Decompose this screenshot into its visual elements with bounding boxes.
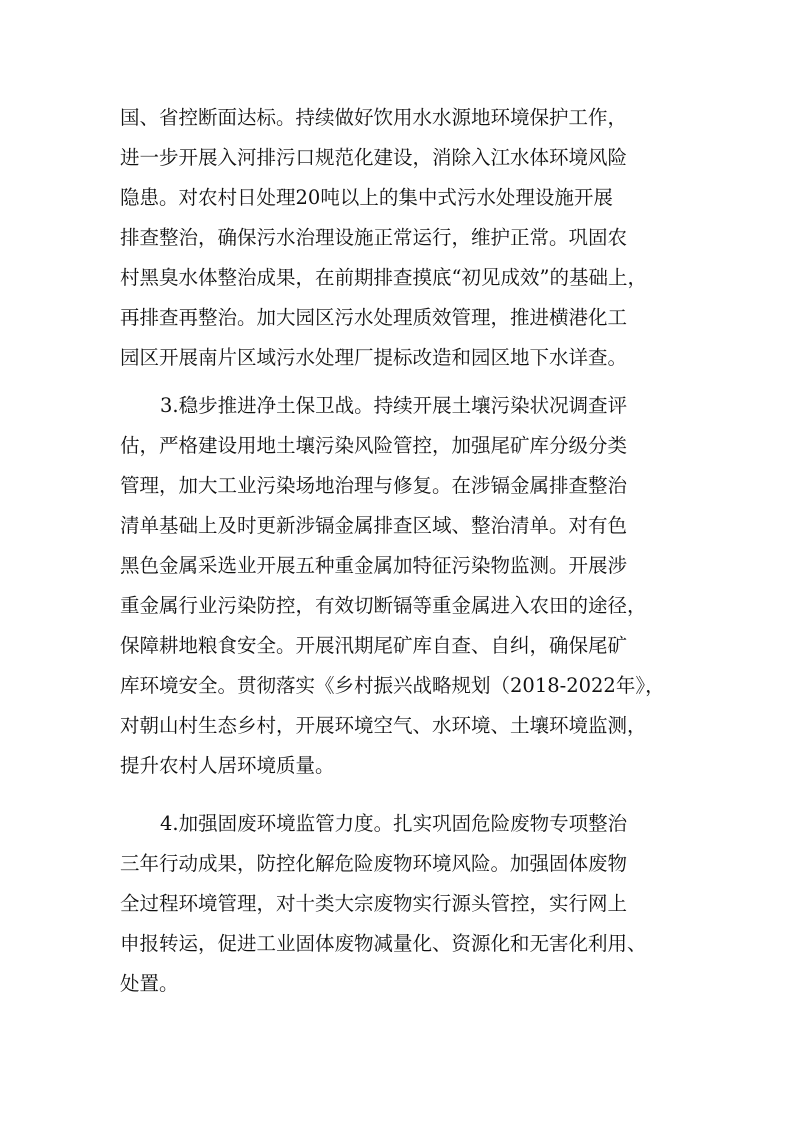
paragraph-line: 进一步开展入河排污口规范化建设，消除入江水体环境风险: [120, 146, 628, 169]
paragraph-line: 全过程环境管理，对十类大宗废物实行源头管控，实行网上: [120, 892, 628, 915]
paragraph-line: 三年行动成果，防控化解危险废物环境风险。加强固体废物: [120, 852, 628, 875]
section-heading-line: 4.加强固废环境监管力度。扎实巩固危险废物专项整治: [160, 812, 628, 835]
paragraph-line: 排查整治，确保污水治理设施正常运行，维护正常。巩固农: [120, 226, 628, 249]
paragraph-line: 园区开展南片区域污水处理厂提标改造和园区地下水详查。: [120, 346, 628, 369]
paragraph-line: 隐患。对农村日处理20吨以上的集中式污水处理设施开展: [120, 186, 613, 209]
paragraph-line: 提升农村人居环境质量。: [120, 754, 335, 777]
paragraph-line: 再排查再整治。加大园区污水处理质效管理，推进横港化工: [120, 306, 628, 329]
paragraph-line: 库环境安全。贯彻落实《乡村振兴战略规划（2018-2022年》，: [120, 674, 665, 697]
paragraph-line: 估，严格建设用地土壤污染风险管控，加强尾矿库分级分类: [120, 434, 628, 457]
paragraph-line: 清单基础上及时更新涉镉金属排查区域、整治清单。对有色: [120, 514, 628, 537]
paragraph-line: 保障耕地粮食安全。开展汛期尾矿库自查、自纠，确保尾矿: [120, 634, 628, 657]
section-heading-line: 3.稳步推进净土保卫战。持续开展土壤污染状况调查评: [160, 394, 628, 417]
paragraph-line: 黑色金属采选业开展五种重金属加特征污染物监测。开展涉: [120, 554, 628, 577]
paragraph-line: 处置。: [120, 972, 179, 995]
paragraph-line: 重金属行业污染防控，有效切断镉等重金属进入农田的途径，: [120, 594, 647, 617]
paragraph-line: 对朝山村生态乡村，开展环境空气、水环境、土壤环境监测，: [120, 714, 647, 737]
paragraph-line: 申报转运，促进工业固体废物减量化、资源化和无害化利用、: [120, 932, 647, 955]
paragraph-line: 村黑臭水体整治成果，在前期排查摸底“初见成效”的基础上，: [120, 266, 647, 289]
paragraph-line: 国、省控断面达标。持续做好饮用水水源地环境保护工作，: [120, 106, 628, 129]
paragraph-line: 管理，加大工业污染场地治理与修复。在涉镉金属排查整治: [120, 474, 628, 497]
